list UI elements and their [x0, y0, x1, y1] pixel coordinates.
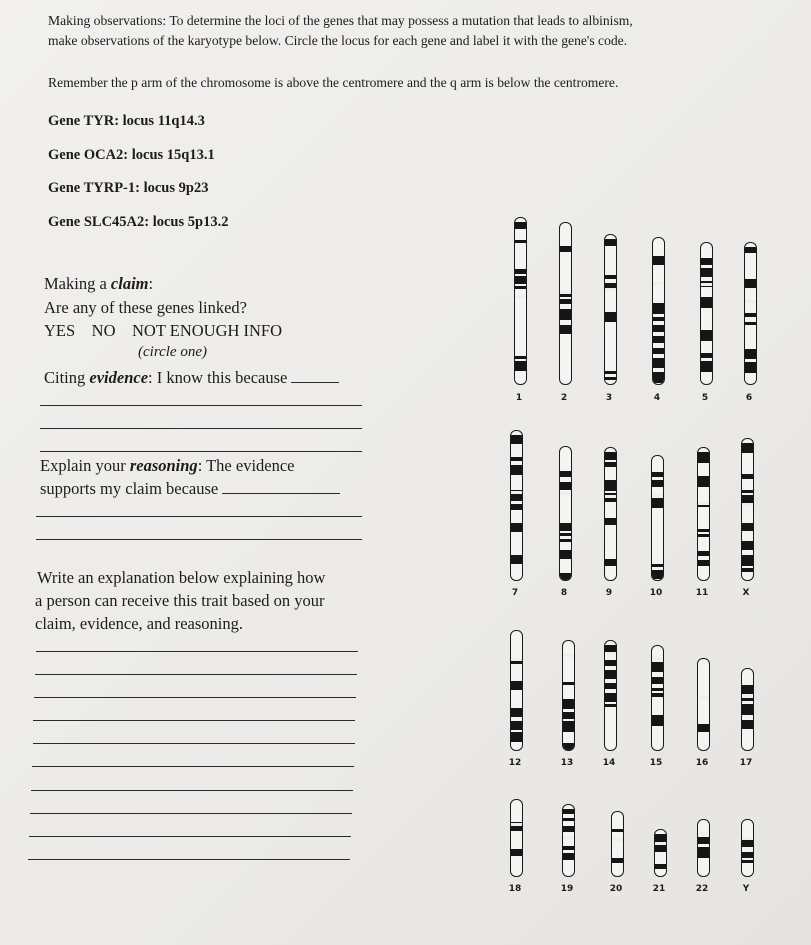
chromosome-band	[701, 330, 712, 341]
centromere	[741, 694, 754, 697]
claim-heading: Making a claim:	[44, 274, 154, 293]
explanation-answer-line[interactable]	[33, 720, 355, 721]
centromere	[651, 494, 664, 497]
chromosome-band	[655, 845, 666, 852]
chromosome-number: X	[742, 588, 750, 598]
chromosome-number: 13	[560, 758, 574, 768]
chromosome-number: 4	[653, 393, 661, 403]
chromosome-band	[653, 348, 664, 354]
chromosome-band	[653, 325, 664, 332]
chromosome-band	[560, 246, 571, 252]
chromosome-number: 15	[649, 758, 663, 768]
chromosome-band	[515, 240, 526, 243]
chromosome-band	[745, 362, 756, 373]
centromere	[741, 503, 754, 506]
chromosome-number: 11	[695, 588, 709, 598]
chromosome-band	[515, 276, 526, 284]
chromosome-number: 16	[695, 758, 709, 768]
explanation-prompt-3: claim, evidence, and reasoning.	[35, 614, 243, 633]
chromosome-band	[560, 482, 571, 490]
chromosome-band	[560, 523, 571, 531]
centromere	[654, 842, 667, 845]
chromosome-8[interactable]	[559, 446, 572, 581]
chromosome-band	[563, 682, 574, 685]
chromosome-band	[563, 743, 574, 751]
chromosome-band	[742, 555, 753, 566]
chromosome-band	[742, 704, 753, 715]
centromere	[562, 836, 575, 839]
chromosome-number: 10	[649, 588, 663, 598]
chromosome-band	[742, 495, 753, 503]
chromosome-band	[653, 372, 664, 383]
centromere	[559, 291, 572, 294]
chromosome-10[interactable]	[651, 455, 664, 581]
chromosome-band	[605, 670, 616, 679]
explanation-answer-line[interactable]	[35, 674, 357, 675]
chromosome-band	[652, 498, 663, 508]
chromosome-band	[701, 353, 712, 358]
chromosome-22[interactable]	[697, 819, 710, 877]
chromosome-band	[511, 555, 522, 564]
chromosome-number: 17	[739, 758, 753, 768]
explanation-prompt-2: a person can receive this trait based on your	[35, 591, 325, 610]
chromosome-number: 8	[560, 588, 568, 598]
chromosome-band	[698, 452, 709, 463]
chromosome-band	[742, 720, 753, 729]
explanation-answer-line[interactable]	[29, 836, 351, 837]
chromosome-band	[605, 377, 616, 380]
chromosome-band	[511, 457, 522, 461]
chromosome-3[interactable]	[604, 234, 617, 385]
chromosome-21[interactable]	[654, 829, 667, 877]
reminder-text: Remember the p arm of the chromosome is above the centromere and the q arm is below the centromere.	[48, 75, 619, 90]
chromosome-band	[605, 480, 616, 491]
intro-line-2: make observations of the karyotype below. Circle the locus for each gene and label it with the gene's code.	[48, 33, 628, 48]
chromosome-band	[745, 322, 756, 325]
centromere	[604, 652, 617, 655]
chromosome-band	[698, 534, 709, 537]
chromosome-band	[560, 573, 571, 581]
explanation-answer-line[interactable]	[28, 859, 350, 860]
chromosome-band	[605, 518, 616, 525]
chromosome-band	[515, 356, 526, 359]
chromosome-band	[511, 523, 522, 532]
chromosome-11[interactable]	[697, 447, 710, 581]
centromere	[744, 300, 757, 303]
chromosome-band	[653, 336, 664, 343]
chromosome-band	[742, 523, 753, 531]
chromosome-12[interactable]	[510, 630, 523, 751]
centromere	[510, 658, 523, 661]
centromere	[559, 492, 572, 495]
centromere	[604, 288, 617, 291]
chromosome-band	[698, 837, 709, 844]
gene-slc45a2: Gene SLC45A2: locus 5p13.2	[48, 214, 229, 230]
chromosome-band	[701, 268, 712, 277]
chromosome-band	[701, 297, 712, 308]
reasoning-answer-line[interactable]	[36, 516, 362, 517]
explanation-answer-line[interactable]	[31, 790, 353, 791]
chromosome-band	[605, 559, 616, 566]
chromosome-X[interactable]	[741, 438, 754, 581]
evidence-blank[interactable]	[291, 382, 339, 383]
chromosome-band	[742, 474, 753, 479]
chromosome-band	[698, 724, 709, 732]
chromosome-band	[605, 452, 616, 460]
chromosome-band	[655, 864, 666, 869]
chromosome-band	[563, 853, 574, 860]
centromere	[604, 495, 617, 498]
reasoning-answer-line[interactable]	[36, 539, 362, 540]
chromosome-18[interactable]	[510, 799, 523, 877]
chromosome-band	[563, 809, 574, 814]
chromosome-band	[612, 858, 623, 863]
chromosome-17[interactable]	[741, 668, 754, 751]
reasoning-prompt-2: supports my claim because	[40, 477, 340, 500]
intro-line-1: Making observations: To determine the loci of the genes that may possess a mutation that leads to albinism,	[48, 13, 633, 28]
chromosome-1[interactable]	[514, 217, 527, 385]
chromosome-band	[652, 472, 663, 477]
chromosome-band	[745, 313, 756, 317]
chromosome-band	[511, 435, 522, 444]
chromosome-band	[652, 688, 663, 691]
chromosome-band	[511, 465, 522, 475]
chromosome-band	[511, 849, 522, 856]
chromosome-band	[653, 303, 664, 314]
chromosome-band	[612, 829, 623, 832]
chromosome-band	[742, 852, 753, 858]
chromosome-band	[605, 275, 616, 279]
chromosome-band	[701, 258, 712, 265]
chromosome-number: 5	[701, 393, 709, 403]
chromosome-15[interactable]	[651, 645, 664, 751]
centromere	[697, 696, 710, 699]
chromosome-number: 6	[745, 393, 753, 403]
chromosome-band	[605, 660, 616, 666]
chromosome-band	[653, 317, 664, 321]
chromosome-band	[515, 269, 526, 274]
chromosome-band	[652, 715, 663, 726]
chromosome-13[interactable]	[562, 640, 575, 751]
gene-oca2: Gene OCA2: locus 15q13.1	[48, 147, 215, 163]
chromosome-band	[560, 309, 571, 320]
chromosome-band	[515, 286, 526, 289]
chromosome-band	[515, 222, 526, 229]
claim-question: Are any of these genes linked?	[44, 298, 247, 317]
chromosome-number: 3	[605, 393, 613, 403]
chromosome-band	[511, 708, 522, 717]
chromosome-5[interactable]	[700, 242, 713, 385]
gene-tyrp1: Gene TYRP-1: locus 9p23	[48, 180, 209, 196]
chromosome-band	[560, 550, 571, 559]
chromosome-band	[652, 480, 663, 487]
centromere	[652, 282, 665, 285]
evidence-prompt: Citing evidence: I know this because	[44, 366, 339, 389]
chromosome-number: 18	[508, 884, 522, 894]
chromosome-band	[742, 490, 753, 493]
centromere	[562, 654, 575, 657]
chromosome-20[interactable]	[611, 811, 624, 877]
explanation-prompt-1: Write an explanation below explaining how	[37, 568, 326, 587]
chromosome-band	[652, 570, 663, 579]
chromosome-band	[701, 361, 712, 372]
chromosome-band	[605, 312, 616, 322]
chromosome-16[interactable]	[697, 658, 710, 751]
explanation-answer-line[interactable]	[33, 743, 355, 744]
chromosome-6[interactable]	[744, 242, 757, 385]
chromosome-number: 21	[652, 884, 666, 894]
chromosome-band	[511, 721, 522, 730]
chromosome-band	[742, 568, 753, 572]
chromosome-4[interactable]	[652, 237, 665, 385]
centromere	[510, 491, 523, 494]
chromosome-2[interactable]	[559, 222, 572, 385]
chromosome-band	[563, 712, 574, 719]
chromosome-band	[560, 539, 571, 542]
chromosome-band	[742, 685, 753, 694]
chromosome-band	[605, 462, 616, 467]
chromosome-band	[742, 443, 753, 453]
chromosome-number: 2	[560, 393, 568, 403]
evidence-answer-line[interactable]	[40, 405, 362, 406]
reasoning-prompt: Explain your reasoning: The evidence	[40, 456, 295, 475]
chromosome-band	[652, 564, 663, 567]
chromosome-number: 19	[560, 884, 574, 894]
chromosome-band	[605, 683, 616, 689]
chromosome-7[interactable]	[510, 430, 523, 581]
chromosome-Y[interactable]	[741, 819, 754, 877]
explanation-answer-line[interactable]	[34, 697, 356, 698]
chromosome-band	[698, 551, 709, 556]
chromosome-band	[652, 693, 663, 697]
chromosome-band	[605, 239, 616, 246]
chromosome-band	[515, 361, 526, 371]
chromosome-band	[653, 256, 664, 265]
explanation-answer-line[interactable]	[30, 813, 352, 814]
gene-tyr: Gene TYR: locus 11q14.3	[48, 113, 205, 129]
chromosome-number: 14	[602, 758, 616, 768]
chromosome-band	[605, 693, 616, 702]
chromosome-band	[563, 826, 574, 832]
chromosome-band	[653, 358, 664, 368]
centromere	[700, 283, 713, 286]
claim-options[interactable]: YES NO NOT ENOUGH INFO	[44, 321, 283, 340]
chromosome-band	[745, 247, 756, 253]
chromosome-band	[563, 721, 574, 732]
chromosome-band	[652, 662, 663, 672]
centromere	[510, 823, 523, 826]
chromosome-number: 7	[511, 588, 519, 598]
chromosome-number: Y	[742, 884, 750, 894]
chromosome-number: 9	[605, 588, 613, 598]
chromosome-band	[698, 476, 709, 487]
chromosome-band	[560, 325, 571, 334]
chromosome-band	[745, 349, 756, 359]
chromosome-band	[698, 847, 709, 858]
centromere	[651, 657, 664, 660]
chromosome-band	[698, 560, 709, 566]
circle-one-hint: (circle one)	[138, 344, 207, 360]
chromosome-band	[560, 299, 571, 304]
chromosome-number: 22	[695, 884, 709, 894]
evidence-answer-line[interactable]	[40, 428, 362, 429]
evidence-answer-line[interactable]	[40, 451, 362, 452]
chromosome-band	[742, 698, 753, 701]
chromosome-band	[563, 846, 574, 850]
explanation-answer-line[interactable]	[32, 766, 354, 767]
chromosome-band	[605, 371, 616, 374]
chromosome-number: 1	[515, 393, 523, 403]
chromosome-band	[742, 860, 753, 863]
centromere	[741, 837, 754, 840]
centromere	[697, 502, 710, 505]
reasoning-blank[interactable]	[222, 493, 340, 494]
chromosome-band	[745, 279, 756, 288]
centromere	[697, 832, 710, 835]
chromosome-band	[560, 533, 571, 536]
chromosome-band	[652, 677, 663, 684]
chromosome-band	[511, 732, 522, 742]
chromosome-band	[563, 699, 574, 709]
chromosome-9[interactable]	[604, 447, 617, 581]
chromosome-19[interactable]	[562, 804, 575, 877]
chromosome-band	[560, 471, 571, 477]
chromosome-band	[605, 704, 616, 707]
chromosome-number: 12	[508, 758, 522, 768]
chromosome-14[interactable]	[604, 640, 617, 751]
centromere	[514, 295, 527, 298]
centromere	[611, 838, 624, 841]
chromosome-band	[511, 504, 522, 510]
explanation-answer-line[interactable]	[36, 651, 358, 652]
chromosome-band	[698, 529, 709, 532]
chromosome-band	[563, 818, 574, 821]
chromosome-band	[511, 681, 522, 690]
chromosome-band	[742, 541, 753, 550]
chromosome-number: 20	[609, 884, 623, 894]
